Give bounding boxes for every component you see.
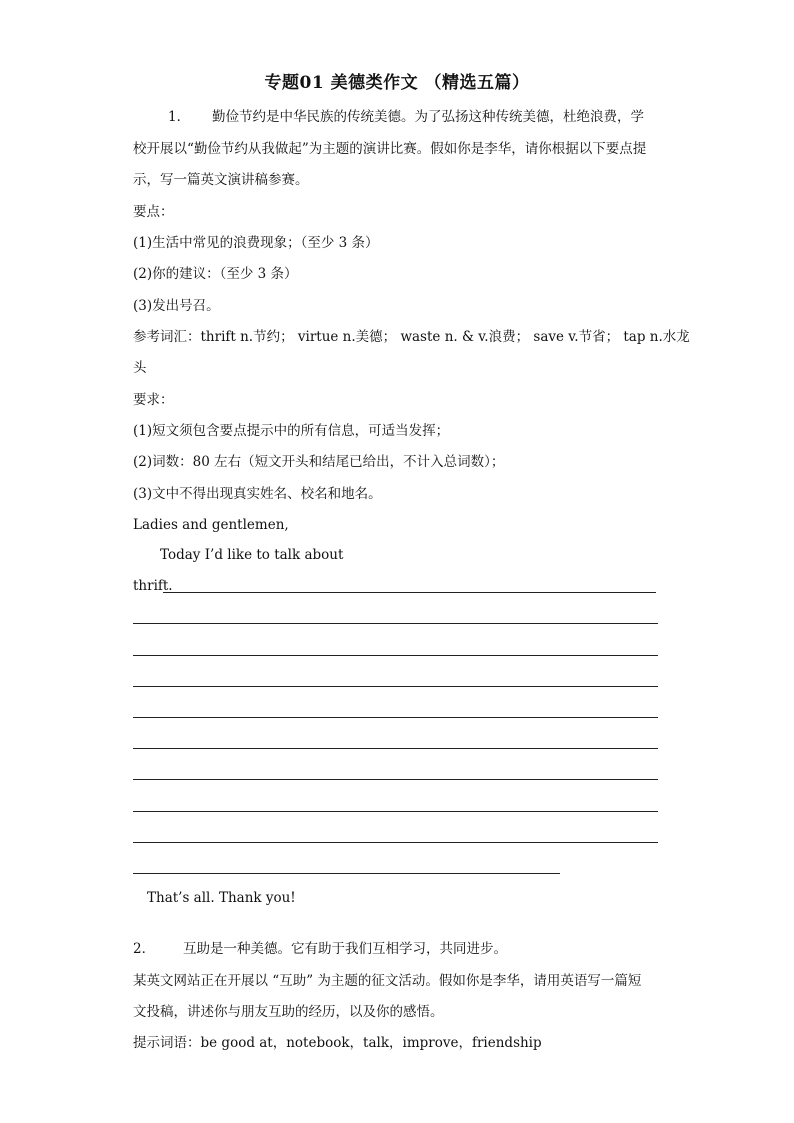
q2-number: 2． <box>133 941 156 957</box>
answer-line[interactable] <box>133 811 658 812</box>
answer-line[interactable] <box>133 686 658 687</box>
answer-line[interactable] <box>133 842 658 843</box>
q1-points-label: 要点： <box>133 204 174 220</box>
q1-intro-line3: 示，写一篇英文演讲稿参赛。 <box>133 172 309 188</box>
q1-point-2: (2)你的建议：（至少 3 条） <box>133 266 298 282</box>
q1-salutation: Ladies and gentlemen, <box>133 517 289 533</box>
q1-closing: That’s all. Thank you! <box>147 890 296 906</box>
q1-requirement-3: (3)文中不得出现真实姓名、校名和地名。 <box>133 486 382 502</box>
answer-line[interactable] <box>133 779 658 780</box>
answer-line[interactable] <box>133 717 658 718</box>
q2-intro-line1: 2． 互助是一种美德。它有助于我们互相学习，共同进步。 <box>133 941 507 957</box>
q1-number: 1． <box>168 109 191 125</box>
answer-line[interactable] <box>133 623 658 624</box>
answer-line[interactable] <box>133 873 560 874</box>
q2-intro-line2: 某英文网站正在开展以 “互助” 为主题的征文活动。假如你是李华，请用英语写一篇短 <box>133 973 642 989</box>
q2-intro-line3: 文投稿，讲述你与朋友互助的经历，以及你的感悟。 <box>133 1004 444 1020</box>
q1-requirement-2: (2)词数：80 左右（短文开头和结尾已给出，不计入总词数）； <box>133 454 505 470</box>
q1-opening-continuation: thrift. <box>133 578 173 594</box>
document-title: 专题01 美德类作文 （精选五篇） <box>264 73 530 93</box>
answer-line[interactable] <box>133 655 658 656</box>
answer-line[interactable] <box>133 748 658 749</box>
q1-vocab-line2: 头 <box>133 360 147 376</box>
answer-line[interactable] <box>163 592 656 593</box>
q1-requirement-1: (1)短文须包含要点提示中的所有信息，可适当发挥； <box>133 423 450 439</box>
q1-intro-line2: 校开展以“勤俭节约从我做起”为主题的演讲比赛。假如你是李华，请你根据以下要点提 <box>133 141 647 157</box>
q1-requirements-label: 要求： <box>133 392 174 408</box>
q2-hint-words: 提示词语：be good at，notebook，talk，improve，friendship <box>133 1035 542 1051</box>
q1-vocab-line1: 参考词汇：thrift n.节约； virtue n.美德； waste n. & v.浪费； save v.节省； tap n.水龙 <box>133 329 690 345</box>
q1-opening-sentence: Today I’d like to talk about <box>160 547 344 563</box>
q1-point-1: (1)生活中常见的浪费现象；（至少 3 条） <box>133 235 379 251</box>
q1-point-3: (3)发出号召。 <box>133 298 220 314</box>
q1-intro-line1: 1． 勤俭节约是中华民族的传统美德。为了弘扬这种传统美德，杜绝浪费，学 <box>168 109 644 125</box>
